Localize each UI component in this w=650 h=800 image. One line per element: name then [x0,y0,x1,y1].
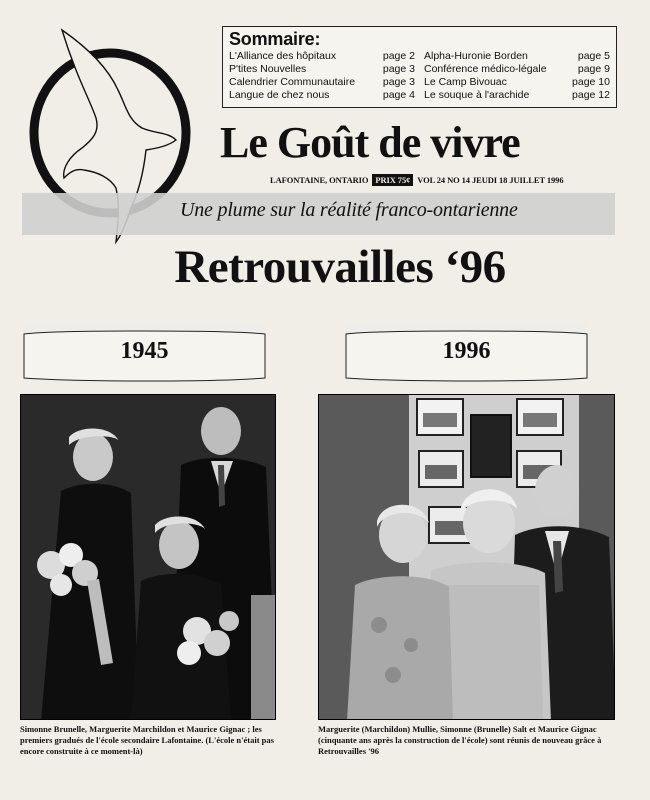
photo-1996 [318,394,615,720]
toc-title: Sommaire: [229,29,321,49]
toc-left-column [229,50,415,102]
toc-item[interactable]: Le souque à l'arachide page 12 [424,89,610,101]
toc-item[interactable]: Alpha-Huronie Borden page 5 [424,50,610,62]
toc-item[interactable]: Calendrier Communautaire page 3 [229,76,415,88]
issue-number-date: VOL 24 NO 14 JEUDI 18 JUILLET 1996 [417,175,564,185]
toc-item[interactable]: Le Camp Bivouac page 10 [424,76,610,88]
year-label: 1945 [120,338,169,364]
location: LAFONTAINE, ONTARIO [270,175,369,185]
issue-info [270,173,563,187]
photo-1945 [20,394,276,720]
toc-right-column [424,50,610,102]
photo-caption-1996: Marguerite (Marchildon) Mullie, Simonne (Brunelle) Salt et Maurice Gignac (cinquante ans après la construction de l'école) sont réunis de nouveau grâce à Retrouvailles '96 [318,724,602,756]
tagline: Une plume sur la réalité franco-ontarienne [180,199,518,221]
toc-item[interactable]: P'tites Nouvelles page 3 [229,63,415,75]
price-badge: PRIX 75¢ [372,174,413,186]
graduates-1945-photo-icon [21,395,276,720]
photo-caption-1945: Simonne Brunelle, Marguerite Marchildon et Maurice Gignac ; les premiers gradués de l'école secondaire Lafontaine. (L'école n'était pas encore construite à ce moment-là) [20,724,274,756]
newspaper-title: Le Goût de vivre [220,118,520,167]
headline: Retrouvailles ‘96 [174,241,506,293]
year-banner-left [18,320,271,386]
toc-item[interactable]: Langue de chez nous page 4 [229,89,415,101]
toc-item[interactable]: Conférence médico-légale page 9 [424,63,610,75]
reunion-1996-photo-icon [319,395,615,720]
table-of-contents [222,26,617,108]
toc-item[interactable]: L'Alliance des hôpitaux page 2 [229,50,415,62]
year-label: 1996 [442,338,491,364]
year-banner-right [340,320,593,386]
